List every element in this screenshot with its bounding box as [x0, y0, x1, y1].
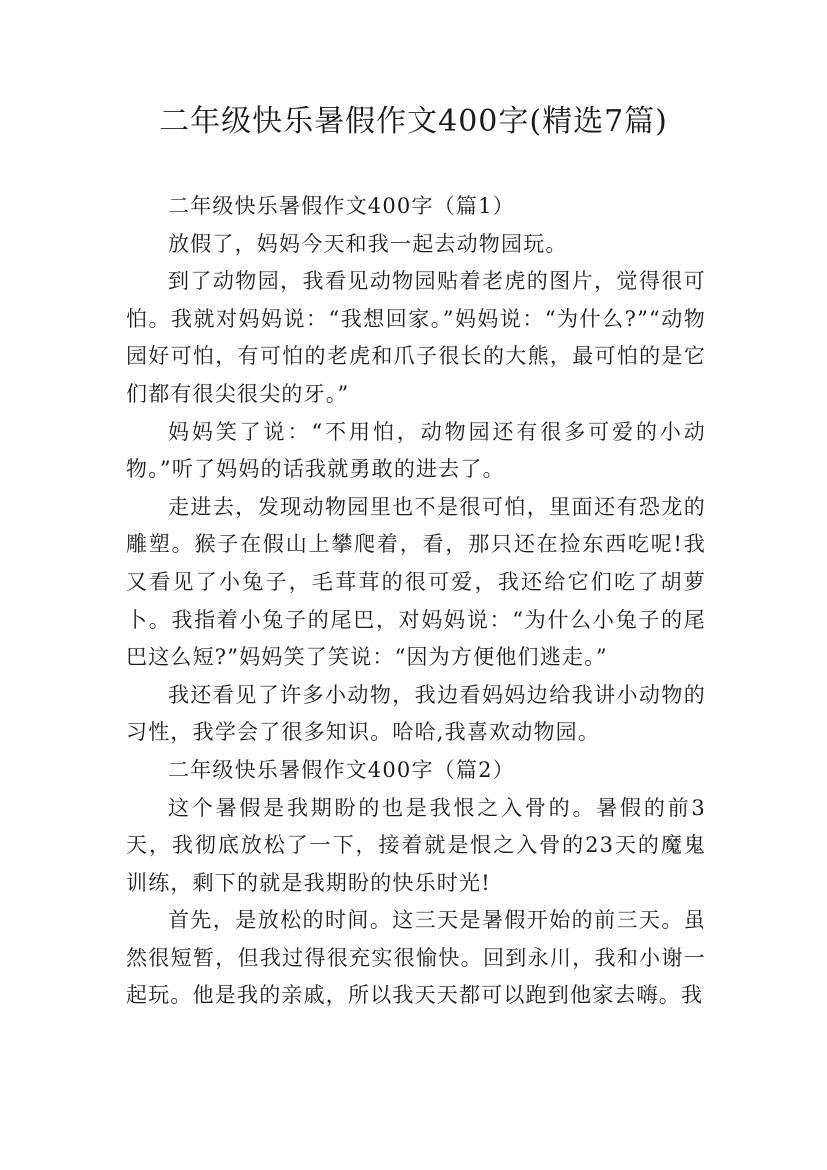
paragraph: 这个暑假是我期盼的也是我恨之入骨的。暑假的前3天，我彻底放松了一下，接着就是恨之入骨的23天的魔鬼训练，剩下的就是我期盼的快乐时光!	[126, 795, 706, 895]
paragraph: 到了动物园，我看见动物园贴着老虎的图片，觉得很可怕。我就对妈妈说：“我想回家。”妈妈说：“为什么?”“动物园好可怕，有可怕的老虎和爪子很长的大熊，最可怕的是它们都有很尖很尖的牙。”	[126, 269, 706, 406]
section-heading-2: 二年级快乐暑假作文400字（篇2）	[168, 757, 515, 782]
paragraph: 走进去，发现动物园里也不是很可怕，里面还有恐龙的雕塑。猴子在假山上攀爬着，看，那只还在捡东西吃呢!我又看见了小兔子，毛茸茸的很可爱，我还给它们吃了胡萝卜。我指着小兔子的尾巴，对妈妈说：“为什么小兔子的尾巴这么短?”妈妈笑了笑说：“因为方便他们逃走。”	[126, 494, 706, 670]
paragraph: 首先，是放松的时间。这三天是暑假开始的前三天。虽然很短暂，但我过得很充实很愉快。回到永川，我和小谢一起玩。他是我的亲戚，所以我天天都可以跑到他家去嗨。我	[126, 908, 706, 1008]
paragraph: 妈妈笑了说：“不用怕，动物园还有很多可爱的小动物。”听了妈妈的话我就勇敢的进去了。	[126, 419, 706, 482]
document-body	[126, 188, 706, 1015]
paragraph: 放假了，妈妈今天和我一起去动物园玩。	[168, 231, 568, 256]
section-heading-1: 二年级快乐暑假作文400字（篇1）	[168, 194, 515, 218]
document-title: 二年级快乐暑假作文400字(精选7篇)	[159, 104, 668, 139]
paragraph: 我还看见了许多小动物，我边看妈妈边给我讲小动物的习性，我学会了很多知识。哈哈,我喜欢动物园。	[126, 682, 706, 745]
